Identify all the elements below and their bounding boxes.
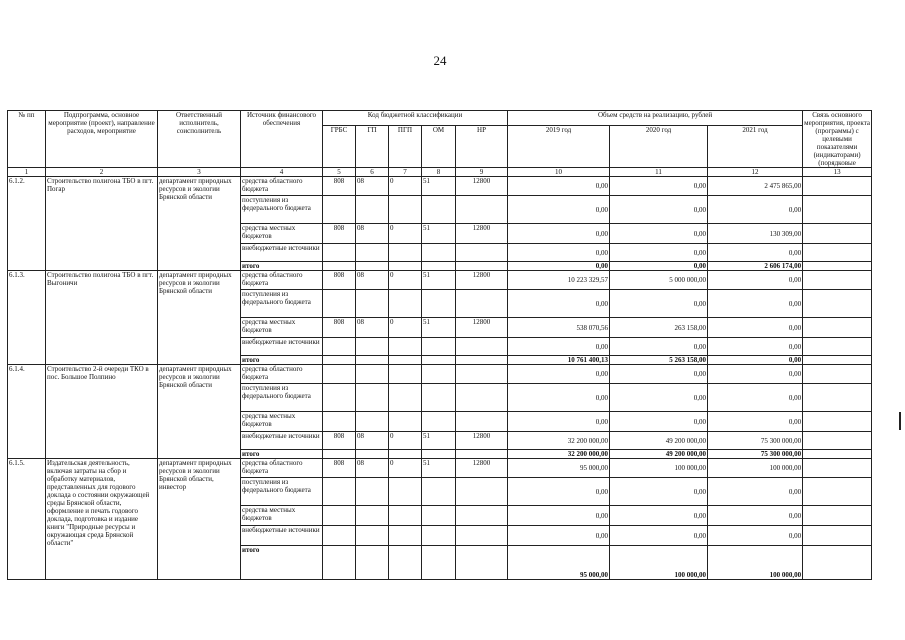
link-cell <box>803 224 872 244</box>
colnum: 4 <box>241 168 323 177</box>
total-2020: 100 000,00 <box>610 546 708 580</box>
code-nr <box>456 365 508 384</box>
link-cell <box>803 271 872 290</box>
code-grbs <box>323 244 356 262</box>
colnum: 10 <box>508 168 610 177</box>
code-pgp: 0 <box>389 177 422 196</box>
code-grbs <box>323 478 356 506</box>
code-empty <box>422 262 456 271</box>
code-grbs: 808 <box>323 177 356 196</box>
value-2020: 0,00 <box>610 224 708 244</box>
code-empty <box>456 262 508 271</box>
link-cell <box>803 318 872 338</box>
value-2021: 0,00 <box>708 196 803 224</box>
value-2021: 0,00 <box>708 290 803 318</box>
header-code-om: ОМ <box>422 126 456 168</box>
value-2021: 130 309,00 <box>708 224 803 244</box>
funding-source: внебюджетные источники <box>241 244 323 262</box>
code-empty <box>456 546 508 580</box>
funding-source: поступления из федерального бюджета <box>241 196 323 224</box>
code-nr <box>456 244 508 262</box>
code-pgp <box>389 244 422 262</box>
value-2019: 0,00 <box>508 412 610 432</box>
value-2021: 100 000,00 <box>708 459 803 478</box>
value-2020: 5 000 000,00 <box>610 271 708 290</box>
value-2019: 95 000,00 <box>508 459 610 478</box>
colnum: 5 <box>323 168 356 177</box>
measure-title: Издательская деятельность, включая затраты на сбор и обработку материалов, представленных для годового доклада о состоянии окружающей среды Брянской области, оформление и печать годового доклада, подготовка и издание книги "Природные ресурсы и окружающая среда Брянской области" <box>46 459 158 580</box>
code-grbs <box>323 412 356 432</box>
value-2019: 0,00 <box>508 338 610 356</box>
value-2020: 0,00 <box>610 290 708 318</box>
colnum: 2 <box>46 168 158 177</box>
code-nr <box>456 478 508 506</box>
code-empty <box>323 450 356 459</box>
measure-title: Строительство полигона ТБО в пгт. Погар <box>46 177 158 271</box>
funding-source: средства местных бюджетов <box>241 412 323 432</box>
code-om: 51 <box>422 224 456 244</box>
funding-source: средства местных бюджетов <box>241 506 323 526</box>
column-number-row <box>8 168 872 177</box>
value-2019: 0,00 <box>508 478 610 506</box>
code-empty <box>356 262 389 271</box>
code-pgp <box>389 196 422 224</box>
executor: департамент природных ресурсов и экологии Брянской области <box>158 271 241 365</box>
funding-source: средства областного бюджета <box>241 459 323 478</box>
code-pgp <box>389 338 422 356</box>
value-2019: 0,00 <box>508 506 610 526</box>
link-cell <box>803 365 872 384</box>
value-2021: 0,00 <box>708 412 803 432</box>
code-empty <box>356 356 389 365</box>
code-om <box>422 384 456 412</box>
code-nr: 12800 <box>456 177 508 196</box>
code-empty <box>323 546 356 580</box>
header-year-2021: 2021 год <box>708 126 803 168</box>
table-body <box>8 111 872 580</box>
total-2021: 100 000,00 <box>708 546 803 580</box>
code-gp <box>356 526 389 546</box>
budget-row <box>8 271 872 290</box>
code-gp: 08 <box>356 318 389 338</box>
value-2020: 0,00 <box>610 338 708 356</box>
value-2020: 0,00 <box>610 196 708 224</box>
funding-source: внебюджетные источники <box>241 432 323 450</box>
code-empty <box>422 450 456 459</box>
executor: департамент природных ресурсов и экологии Брянской области <box>158 365 241 459</box>
funding-source: внебюджетные источники <box>241 338 323 356</box>
code-gp: 08 <box>356 459 389 478</box>
scan-edge-mark <box>899 412 901 430</box>
header-row <box>8 111 872 126</box>
code-grbs <box>323 196 356 224</box>
code-gp: 08 <box>356 224 389 244</box>
code-grbs <box>323 506 356 526</box>
value-2020: 263 158,00 <box>610 318 708 338</box>
total-2021: 75 300 000,00 <box>708 450 803 459</box>
code-om <box>422 196 456 224</box>
code-grbs <box>323 290 356 318</box>
code-om <box>422 412 456 432</box>
header-year-2019: 2019 год <box>508 126 610 168</box>
code-nr <box>456 290 508 318</box>
code-nr <box>456 506 508 526</box>
colnum: 8 <box>422 168 456 177</box>
code-pgp <box>389 478 422 506</box>
value-2021: 2 475 865,00 <box>708 177 803 196</box>
total-2020: 5 263 158,00 <box>610 356 708 365</box>
header-year-2020: 2020 год <box>610 126 708 168</box>
code-gp <box>356 244 389 262</box>
link-cell <box>803 290 872 318</box>
code-empty <box>323 356 356 365</box>
code-nr <box>456 526 508 546</box>
budget-row <box>8 177 872 196</box>
total-2019: 10 761 400,13 <box>508 356 610 365</box>
code-empty <box>389 546 422 580</box>
code-pgp <box>389 365 422 384</box>
code-nr <box>456 384 508 412</box>
budget-row <box>8 459 872 478</box>
header-link: Связь основного мероприятия, проекта (программы) с целевыми показателями (индикаторами) (порядковые <box>804 111 870 167</box>
link-cell <box>803 506 872 526</box>
value-2020: 0,00 <box>610 526 708 546</box>
code-nr: 12800 <box>456 224 508 244</box>
value-2020: 0,00 <box>610 506 708 526</box>
link-cell <box>803 196 872 224</box>
value-2019: 0,00 <box>508 365 610 384</box>
link-cell <box>803 244 872 262</box>
link-cell <box>803 338 872 356</box>
code-pgp: 0 <box>389 318 422 338</box>
code-om: 51 <box>422 177 456 196</box>
code-nr <box>456 338 508 356</box>
page-number: 24 <box>433 53 447 68</box>
code-empty <box>389 356 422 365</box>
link-cell <box>803 262 872 271</box>
header-code-pgp: ПГП <box>389 126 422 168</box>
code-gp: 08 <box>356 177 389 196</box>
link-cell <box>803 356 872 365</box>
value-2019: 0,00 <box>508 244 610 262</box>
funding-source: средства областного бюджета <box>241 365 323 384</box>
value-2020: 49 200 000,00 <box>610 432 708 450</box>
code-gp <box>356 196 389 224</box>
link-cell <box>803 526 872 546</box>
code-empty <box>356 450 389 459</box>
measure-title: Строительство полигона ТБО в пгт. Выгоничи <box>46 271 158 365</box>
total-2021: 2 606 174,00 <box>708 262 803 271</box>
value-2021: 0,00 <box>708 318 803 338</box>
code-pgp: 0 <box>389 459 422 478</box>
colnum: 9 <box>456 168 508 177</box>
code-gp: 08 <box>356 432 389 450</box>
funding-source: поступления из федерального бюджета <box>241 478 323 506</box>
code-om <box>422 365 456 384</box>
code-pgp: 0 <box>389 224 422 244</box>
code-gp <box>356 412 389 432</box>
code-empty <box>456 356 508 365</box>
value-2020: 0,00 <box>610 384 708 412</box>
code-nr: 12800 <box>456 271 508 290</box>
total-label: итого <box>241 356 323 365</box>
link-cell <box>803 412 872 432</box>
header-executor: Ответственный исполнитель, соисполнитель <box>158 111 241 168</box>
value-2020: 0,00 <box>610 365 708 384</box>
header-no: № пп <box>8 111 46 168</box>
link-cell <box>803 450 872 459</box>
code-grbs: 808 <box>323 318 356 338</box>
value-2021: 75 300 000,00 <box>708 432 803 450</box>
value-2019: 0,00 <box>508 384 610 412</box>
link-cell <box>803 546 872 580</box>
code-empty <box>422 356 456 365</box>
value-2021: 0,00 <box>708 365 803 384</box>
value-2021: 0,00 <box>708 478 803 506</box>
funding-source: средства местных бюджетов <box>241 224 323 244</box>
link-cell <box>803 459 872 478</box>
code-grbs <box>323 526 356 546</box>
value-2019: 0,00 <box>508 526 610 546</box>
link-cell <box>803 384 872 412</box>
header-code-group: Код бюджетной классификации <box>323 111 508 126</box>
funding-source: средства областного бюджета <box>241 177 323 196</box>
code-om: 51 <box>422 432 456 450</box>
code-gp <box>356 506 389 526</box>
link-cell <box>803 478 872 506</box>
code-nr: 12800 <box>456 318 508 338</box>
budget-row <box>8 365 872 384</box>
code-om <box>422 506 456 526</box>
code-grbs: 808 <box>323 432 356 450</box>
value-2019: 0,00 <box>508 196 610 224</box>
code-grbs: 808 <box>323 224 356 244</box>
row-number: 6.1.4. <box>8 365 46 459</box>
value-2020: 100 000,00 <box>610 459 708 478</box>
total-2021: 0,00 <box>708 356 803 365</box>
code-empty <box>456 450 508 459</box>
code-gp: 08 <box>356 271 389 290</box>
total-label: итого <box>241 546 323 580</box>
value-2019: 0,00 <box>508 290 610 318</box>
value-2021: 0,00 <box>708 338 803 356</box>
code-pgp <box>389 506 422 526</box>
value-2021: 0,00 <box>708 384 803 412</box>
code-nr <box>456 412 508 432</box>
code-om: 51 <box>422 459 456 478</box>
code-nr <box>456 196 508 224</box>
row-number: 6.1.5. <box>8 459 46 580</box>
code-gp <box>356 384 389 412</box>
code-gp <box>356 478 389 506</box>
funding-source: средства областного бюджета <box>241 271 323 290</box>
header-code-grbs: ГРБС <box>323 126 356 168</box>
code-gp <box>356 290 389 318</box>
code-grbs <box>323 384 356 412</box>
value-2021: 0,00 <box>708 271 803 290</box>
code-pgp <box>389 384 422 412</box>
total-label: итого <box>241 262 323 271</box>
colnum: 6 <box>356 168 389 177</box>
header-source: Источник финансового обеспечения <box>241 111 323 168</box>
value-2020: 0,00 <box>610 177 708 196</box>
value-2021: 0,00 <box>708 506 803 526</box>
total-2020: 49 200 000,00 <box>610 450 708 459</box>
code-om: 51 <box>422 318 456 338</box>
code-pgp <box>389 290 422 318</box>
header-program: Подпрограмма, основное мероприятие (проект), направление расходов, мероприятие <box>46 111 158 168</box>
code-pgp: 0 <box>389 432 422 450</box>
code-gp <box>356 338 389 356</box>
code-nr: 12800 <box>456 459 508 478</box>
row-number: 6.1.2. <box>8 177 46 271</box>
executor: департамент природных ресурсов и экологии Брянской области, инвестор <box>158 459 241 580</box>
funding-source: средства местных бюджетов <box>241 318 323 338</box>
code-pgp: 0 <box>389 271 422 290</box>
code-pgp <box>389 526 422 546</box>
code-empty <box>389 450 422 459</box>
value-2020: 0,00 <box>610 412 708 432</box>
funding-source: поступления из федерального бюджета <box>241 290 323 318</box>
funding-source: внебюджетные источники <box>241 526 323 546</box>
total-label: итого <box>241 450 323 459</box>
code-grbs <box>323 338 356 356</box>
code-om: 51 <box>422 271 456 290</box>
total-2020: 0,00 <box>610 262 708 271</box>
code-om <box>422 290 456 318</box>
colnum: 3 <box>158 168 241 177</box>
total-2019: 32 200 000,00 <box>508 450 610 459</box>
code-om <box>422 244 456 262</box>
total-2019: 95 000,00 <box>508 546 610 580</box>
value-2019: 0,00 <box>508 224 610 244</box>
executor: департамент природных ресурсов и экологии Брянской области <box>158 177 241 271</box>
code-empty <box>389 262 422 271</box>
code-nr: 12800 <box>456 432 508 450</box>
code-grbs: 808 <box>323 459 356 478</box>
row-number: 6.1.3. <box>8 271 46 365</box>
value-2020: 0,00 <box>610 478 708 506</box>
code-grbs: 808 <box>323 271 356 290</box>
value-2019: 10 223 329,57 <box>508 271 610 290</box>
colnum: 11 <box>610 168 708 177</box>
code-grbs <box>323 365 356 384</box>
value-2020: 0,00 <box>610 244 708 262</box>
header-code-gp: ГП <box>356 126 389 168</box>
value-2019: 32 200 000,00 <box>508 432 610 450</box>
value-2021: 0,00 <box>708 244 803 262</box>
funding-source: поступления из федерального бюджета <box>241 384 323 412</box>
code-om <box>422 338 456 356</box>
colnum: 1 <box>8 168 46 177</box>
header-volume-group: Объем средств на реализацию, рублей <box>508 111 803 126</box>
code-om <box>422 478 456 506</box>
code-empty <box>323 262 356 271</box>
total-2019: 0,00 <box>508 262 610 271</box>
value-2019: 538 070,56 <box>508 318 610 338</box>
code-om <box>422 526 456 546</box>
code-empty <box>422 546 456 580</box>
budget-table <box>7 110 872 580</box>
link-cell <box>803 177 872 196</box>
colnum: 13 <box>803 168 872 177</box>
code-gp <box>356 365 389 384</box>
measure-title: Строительство 2-й очереди ТКО в пос. Большое Полпино <box>46 365 158 459</box>
link-cell <box>803 432 872 450</box>
colnum: 12 <box>708 168 803 177</box>
colnum: 7 <box>389 168 422 177</box>
code-pgp <box>389 412 422 432</box>
header-code-nr: НР <box>456 126 508 168</box>
code-empty <box>356 546 389 580</box>
value-2021: 0,00 <box>708 526 803 546</box>
value-2019: 0,00 <box>508 177 610 196</box>
